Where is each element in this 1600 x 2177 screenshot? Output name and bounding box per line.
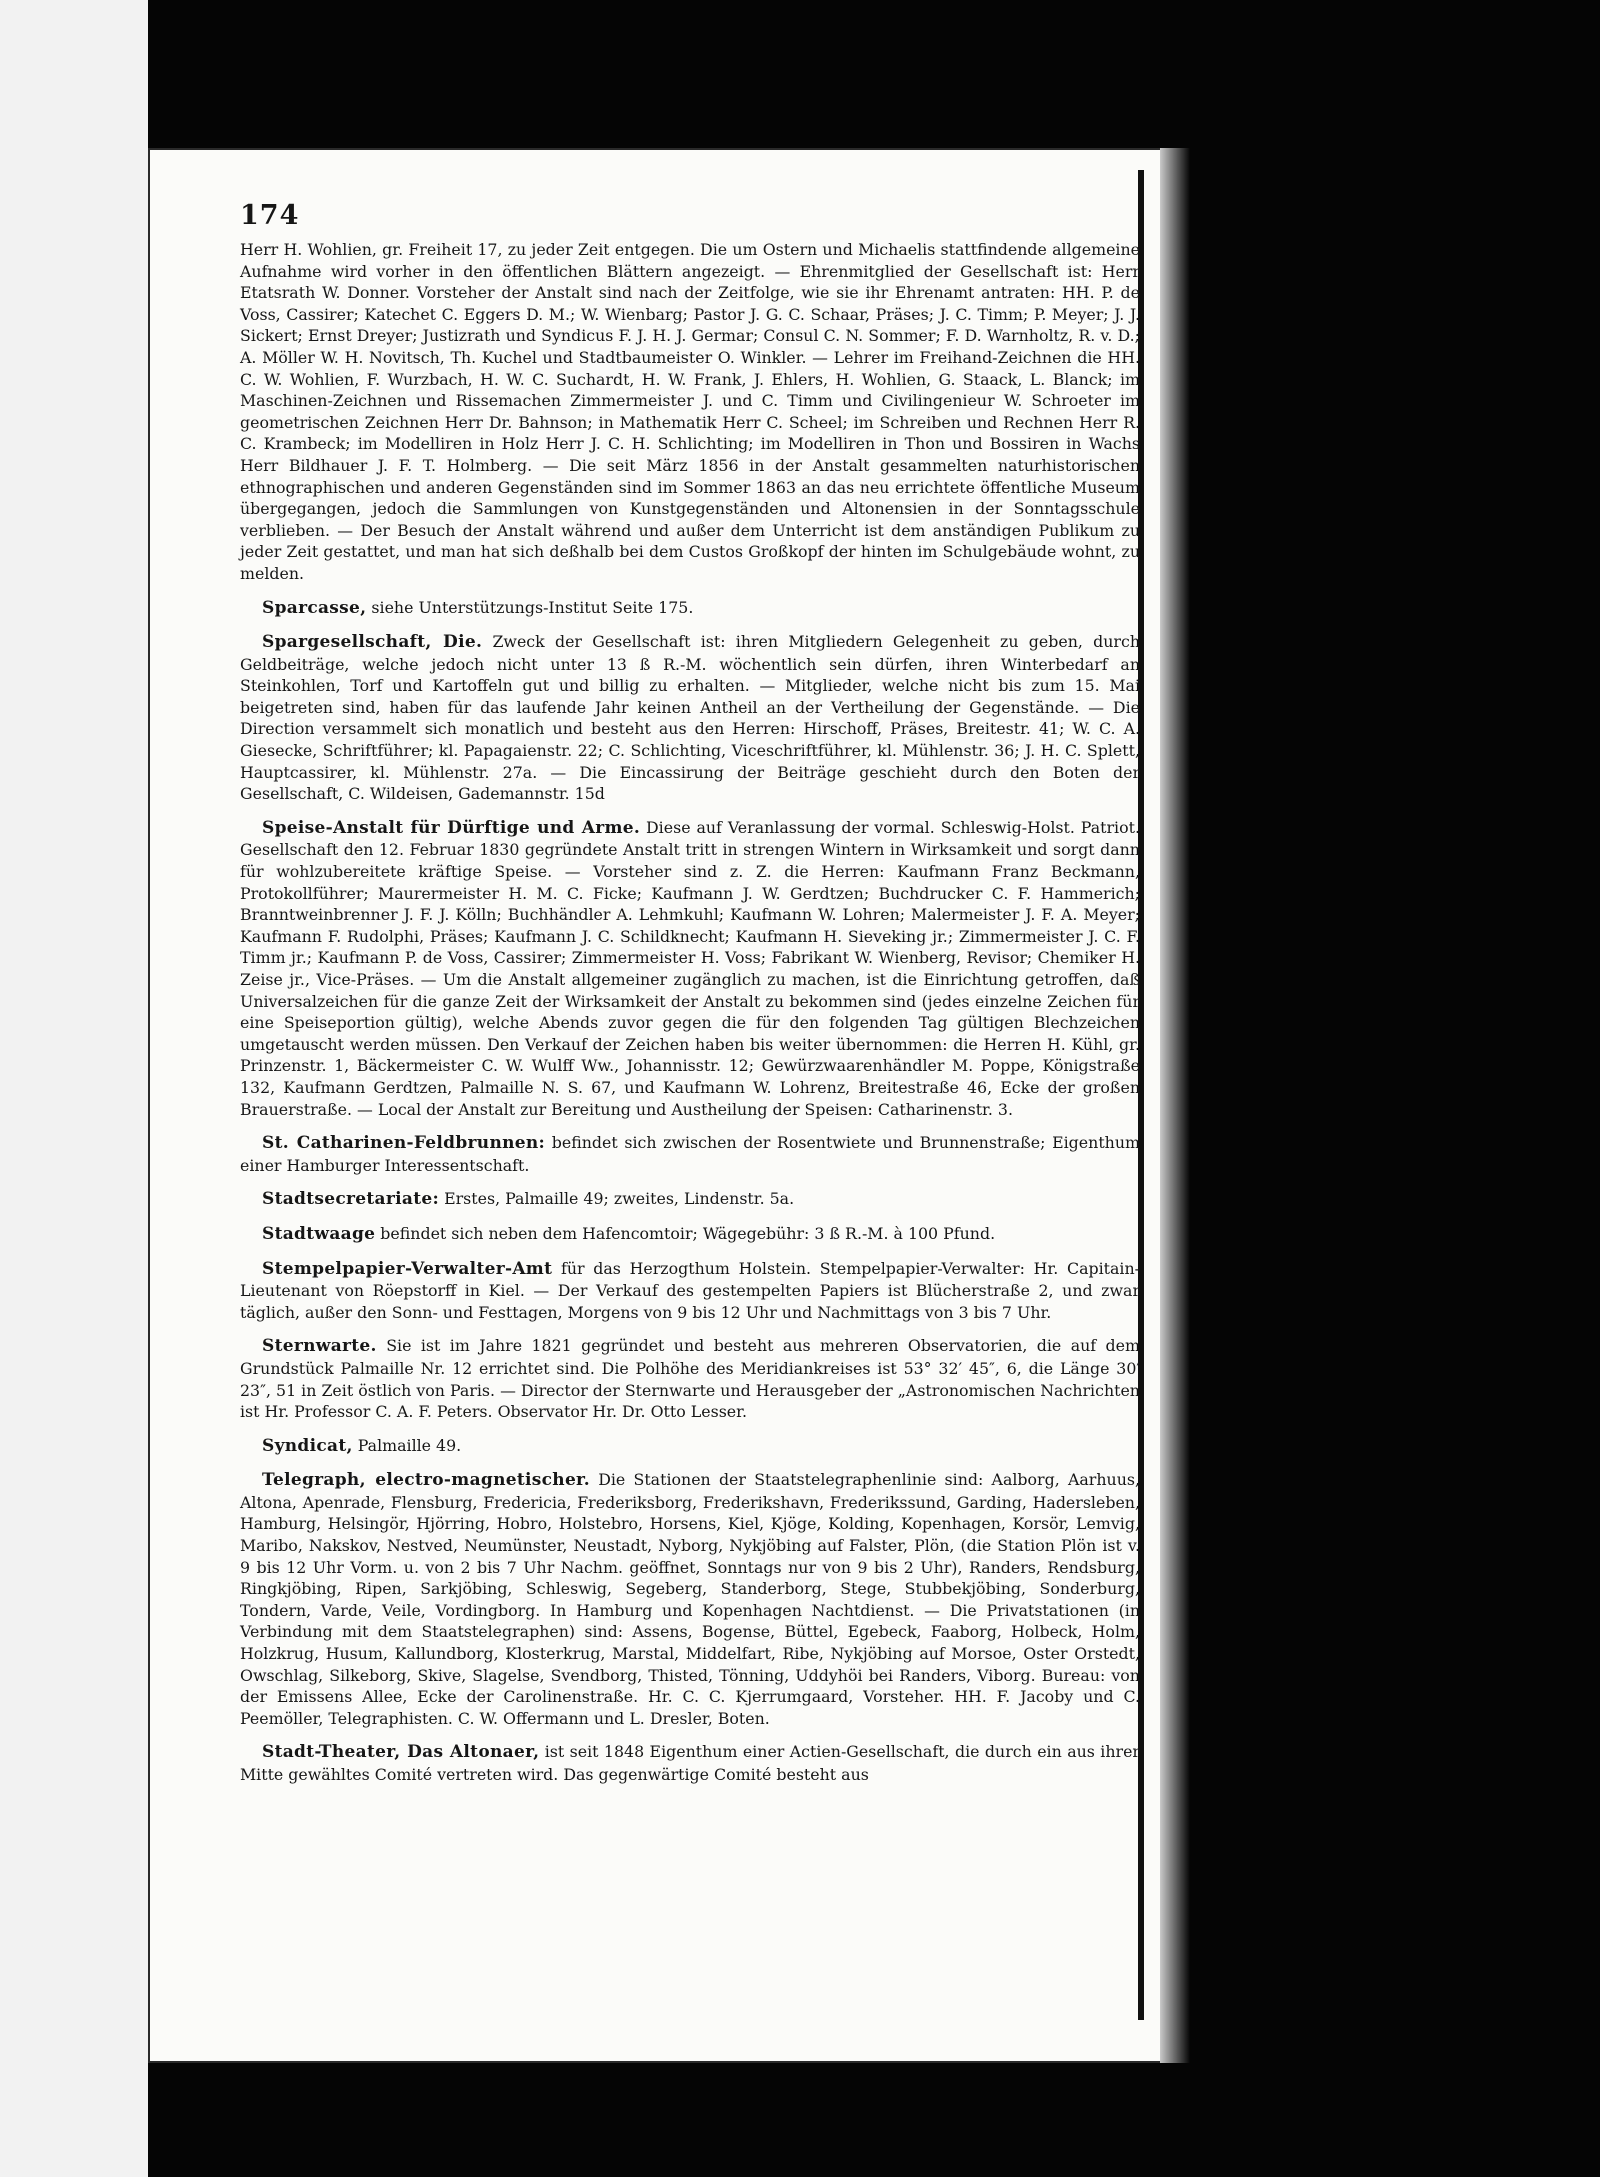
entry-heading: Stempelpapier-Verwalter-Amt <box>262 1258 553 1279</box>
entry-text: siehe Unterstützungs-Institut Seite 175. <box>371 597 694 617</box>
entry-heading: Telegraph, electro-magnetischer. <box>262 1470 590 1491</box>
page-number: 174 <box>240 200 300 231</box>
entry-text: befindet sich zwischen der Rosentwiete und Brunnenstraße; Eigenthum einer Hamburger Interessentschaft. <box>240 1133 1140 1175</box>
entry-text: Palmaille 49. <box>357 1435 462 1455</box>
entry-heading: Stadtwaage <box>262 1223 376 1244</box>
entry-text: Diese auf Veranlassung der vormal. Schleswig-Holst. Patriot. Gesellschaft den 12. Februar 1830 gegründete Anstalt tritt in strengen Wintern in Wirksamkeit und sorgt dann für wohlzubereitete kräftige Speise. — Vorsteher sind z. Z. die Herren: Kaufmann Franz Beckmann, Protokollführer; Maurermeister H. M. C. Ficke; Kaufmann J. W. Gerdtzen; Buchdrucker C. F. Hammerich; Branntweinbrenner J. F. J. Kölln; Buchhändler A. Lehmkuhl; Kaufmann W. Lohren; Malermeister J. F. A. Meyer; Kaufmann F. Rudolphi, Präses; Kaufmann J. C. Schildknecht; Kaufmann H. Sieveking jr.; Zimmermeister J. C. F. Timm jr.; Kaufmann P. de Voss, Cassirer; Zimmermeister H. Voss; Fabrikant W. Wienberg, Revisor; Chemiker H. Zeise jr., Vice-Präses. — Um die Anstalt allgemeiner zugänglich zu machen, ist die Einrichtung getroffen, daß Universalzeichen für die ganze Zeit der Wirksamkeit der Anstalt zu bekommen sind (jedes einzelne Zeichen für eine Speiseportion gültig), welche Abends zuvor gegen die für den folgenden Tag gültigen Blechzeichen umgetauscht werden müssen. Den Verkauf der Zeichen haben bis weiter übernommen: die Herren H. Kühl, gr. Prinzenstr. 1, Bäckermeister C. W. Wulff Ww., Johannisstr. 12; Gewürzwaarenhändler M. Poppe, Königstraße 132, Kaufmann Gerdtzen, Palmaille N. S. 67, und Kaufmann W. Lohrenz, Breitestraße 46, Ecke der großen Brauerstraße. — Local der Anstalt zur Bereitung und Austheilung der Speisen: Catharinenstr. 3. <box>240 817 1140 1119</box>
page-content <box>240 200 1140 1798</box>
entry-heading: Spargesellschaft, Die. <box>262 632 483 653</box>
entry-sparcasse <box>240 597 1140 620</box>
entry-telegraph <box>240 1469 1140 1729</box>
entry-text: Sie ist im Jahre 1821 gegründet und besteht aus mehreren Observatorien, die auf dem Grundstück Palmaille Nr. 12 errichtet sind. Die Polhöhe des Meridiankreises ist 53° 32′ 45″, 6, die Länge 30′ 23″, 51 in Zeit östlich von Paris. — Director der Sternwarte und Herausgeber der „Astronomischen Nachrichten ist Hr. Professor C. A. F. Peters. Observator Hr. Dr. Otto Lesser. <box>240 1336 1141 1422</box>
entry-heading: Sparcasse, <box>262 597 367 618</box>
scan-margin <box>0 0 148 2177</box>
entry-spargesellschaft <box>240 631 1140 805</box>
page-edge-shadow <box>1160 148 1190 2063</box>
entry-text: Zweck der Gesellschaft ist: ihren Mitgliedern Gelegenheit zu geben, durch Geldbeiträge, welche jedoch nicht unter 13 ß R.-M. wöchentlich sein dürfen, ihren Winterbedarf an Steinkohlen, Torf und Kartoffeln gut und billig zu erhalten. — Mitglieder, welche nicht bis zum 15. Mai beigetreten sind, haben für das laufende Jahr keinen Antheil an der Vertheilung der Gegenstände. — Die Direction versammelt sich monatlich und besteht aus den Herren: Hirschoff, Präses, Breitestr. 41; W. C. A. Giesecke, Schriftführer; kl. Papagaienstr. 22; C. Schlichting, Viceschriftführer, kl. Mühlenstr. 36; J. H. C. Splett, Hauptcassirer, kl. Mühlenstr. 27a. — Die Eincassirung der Beiträge geschieht durch den Boten der Gesellschaft, C. Wildeisen, Gademannstr. 15d <box>240 632 1140 804</box>
entry-text: Herr H. Wohlien, gr. Freiheit 17, zu jeder Zeit entgegen. Die um Ostern und Michaelis stattfindende allgemeine Aufnahme wird vorher in den öffentlichen Blättern angezeigt. — Ehrenmitglied der Gesellschaft ist: Herr Etatsrath W. Donner. Vorsteher der Anstalt sind nach der Zeitfolge, wie sie ihr Ehrenamt antraten: HH. P. de Voss, Cassirer; Katechet C. Eggers D. M.; W. Wienbarg; Pastor J. G. C. Schaar, Präses; J. C. Timm; P. Meyer; J. J. Sickert; Ernst Dreyer; Justizrath und Syndicus F. J. H. J. Germar; Consul C. N. Sommer; F. D. Warnholtz, R. v. D.; A. Möller W. H. Novitsch, Th. Kuchel und Stadtbaumeister O. Winkler. — Lehrer im Freihand-Zeichnen die HH. C. W. Wohlien, F. Wurzbach, H. W. C. Suchardt, H. W. Frank, J. Ehlers, H. Wohlien, G. Staack, L. Blanck; im Maschinen-Zeichnen und Rissemachen Zimmermeister J. und C. Timm und Civilingenieur W. Schroeter im geometrischen Zeichnen Herr Dr. Bahnson; in Mathematik Herr C. Scheel; im Schreiben und Rechnen Herr R. C. Krambeck; im Modelliren in Holz Herr J. C. H. Schlichting; im Modelliren in Thon und Bossiren in Wachs Herr Bildhauer J. F. T. Holmberg. — Die seit März 1856 in der Anstalt gesammelten naturhistorischen ethnographischen und anderen Gegenständen sind im Sommer 1863 an das neu errichtete öffentliche Museum übergegangen, jedoch die Sammlungen von Kunstgegenständen und Altonensien in der Sonntagsschule verblieben. — Der Besuch der Anstalt während und außer dem Unterricht ist dem anständigen Publikum zu jeder Zeit gestattet, und man hat sich deßhalb bei dem Custos Großkopf der hinten im Schulgebäude wohnt, zu melden. <box>240 240 1140 583</box>
entry-heading: St. Catharinen-Feldbrunnen: <box>262 1133 546 1154</box>
entry-stadtwaage <box>240 1223 1140 1246</box>
entry-text: Erstes, Palmaille 49; zweites, Lindenstr. 5a. <box>444 1189 795 1209</box>
entry-sternwarte <box>240 1335 1140 1422</box>
entry-text: befindet sich neben dem Hafencomtoir; Wägegebühr: 3 ß R.-M. à 100 Pfund. <box>380 1223 996 1243</box>
entry-heading: Syndicat, <box>262 1435 353 1456</box>
entry-stadtsecretariate <box>240 1188 1140 1211</box>
entry-syndicat <box>240 1435 1140 1458</box>
entry-stadt-theater <box>240 1741 1140 1785</box>
entry-stempelpapier <box>240 1258 1140 1324</box>
entry-heading: Sternwarte. <box>262 1336 377 1357</box>
entry-heading: Stadtsecretariate: <box>262 1189 440 1210</box>
entry-text: für das Herzogthum Holstein. Stempelpapier-Verwalter: Hr. Capitain-Lieutenant von Röepstorff in Kiel. — Der Verkauf des gestempelten Papiers ist Blücherstraße 2, und zwar täglich, außer den Sonn- und Festtagen, Morgens von 9 bis 12 Uhr und Nachmittags von 3 bis 7 Uhr. <box>240 1258 1140 1322</box>
entry-heading: Stadt-Theater, Das Altonaer, <box>262 1742 540 1763</box>
entry-heading: Speise-Anstalt für Dürftige und Arme. <box>262 817 641 838</box>
entry-text: Die Stationen der Staatstelegraphenlinie sind: Aalborg, Aarhuus, Altona, Apenrade, Flensburg, Fredericia, Frederiksborg, Frederikshavn, Frederikssund, Garding, Hadersleben, Hamburg, Helsingör, Hjörring, Hobro, Holstebro, Horsens, Kiel, Kjöge, Kolding, Kopenhagen, Korsör, Lemvig, Maribo, Nakskov, Nestved, Neumünster, Neustadt, Nyborg, Nykjöbing auf Falster, Plön, (die Station Plön ist v. 9 bis 12 Uhr Vorm. u. von 2 bis 7 Uhr Nachm. geöffnet, Sonntags nur von 9 bis 2 Uhr), Randers, Rendsburg, Ringkjöbing, Ripen, Sarkjöbing, Schleswig, Segeberg, Standerborg, Stege, Stubbekjöbing, Sonderburg, Tondern, Varde, Veile, Vordingborg. In Hamburg und Kopenhagen Nachtdienst. — Die Privatstationen (in Verbindung mit dem Staatstelegraphen) sind: Assens, Bogense, Büttel, Egebeck, Faaborg, Holbeck, Holm, Holzkrug, Husum, Kallundborg, Klosterkrug, Marstal, Middelfart, Ribe, Nykjöbing auf Morsoe, Oster Orstedt, Owschlag, Silkeborg, Skive, Slagelse, Svendborg, Thisted, Tönning, Uddyhöi bei Randers, Viborg. Bureau: von der Emissens Allee, Ecke der Carolinenstraße. Hr. C. C. Kjerrumgaard, Vorsteher. HH. F. Jacoby und C. Peemöller, Telegraphisten. C. W. Offermann und L. Dresler, Boten. <box>240 1470 1140 1728</box>
entry-catharinen-feldbrunnen <box>240 1132 1140 1176</box>
entry-text: ist seit 1848 Eigenthum einer Actien-Gesellschaft, die durch ein aus ihrer Mitte gewähltes Comité vertreten wird. Das gegenwärtige Comité besteht aus <box>240 1742 1140 1784</box>
entry-speise-anstalt <box>240 817 1140 1120</box>
entry-continuation <box>240 239 1140 585</box>
